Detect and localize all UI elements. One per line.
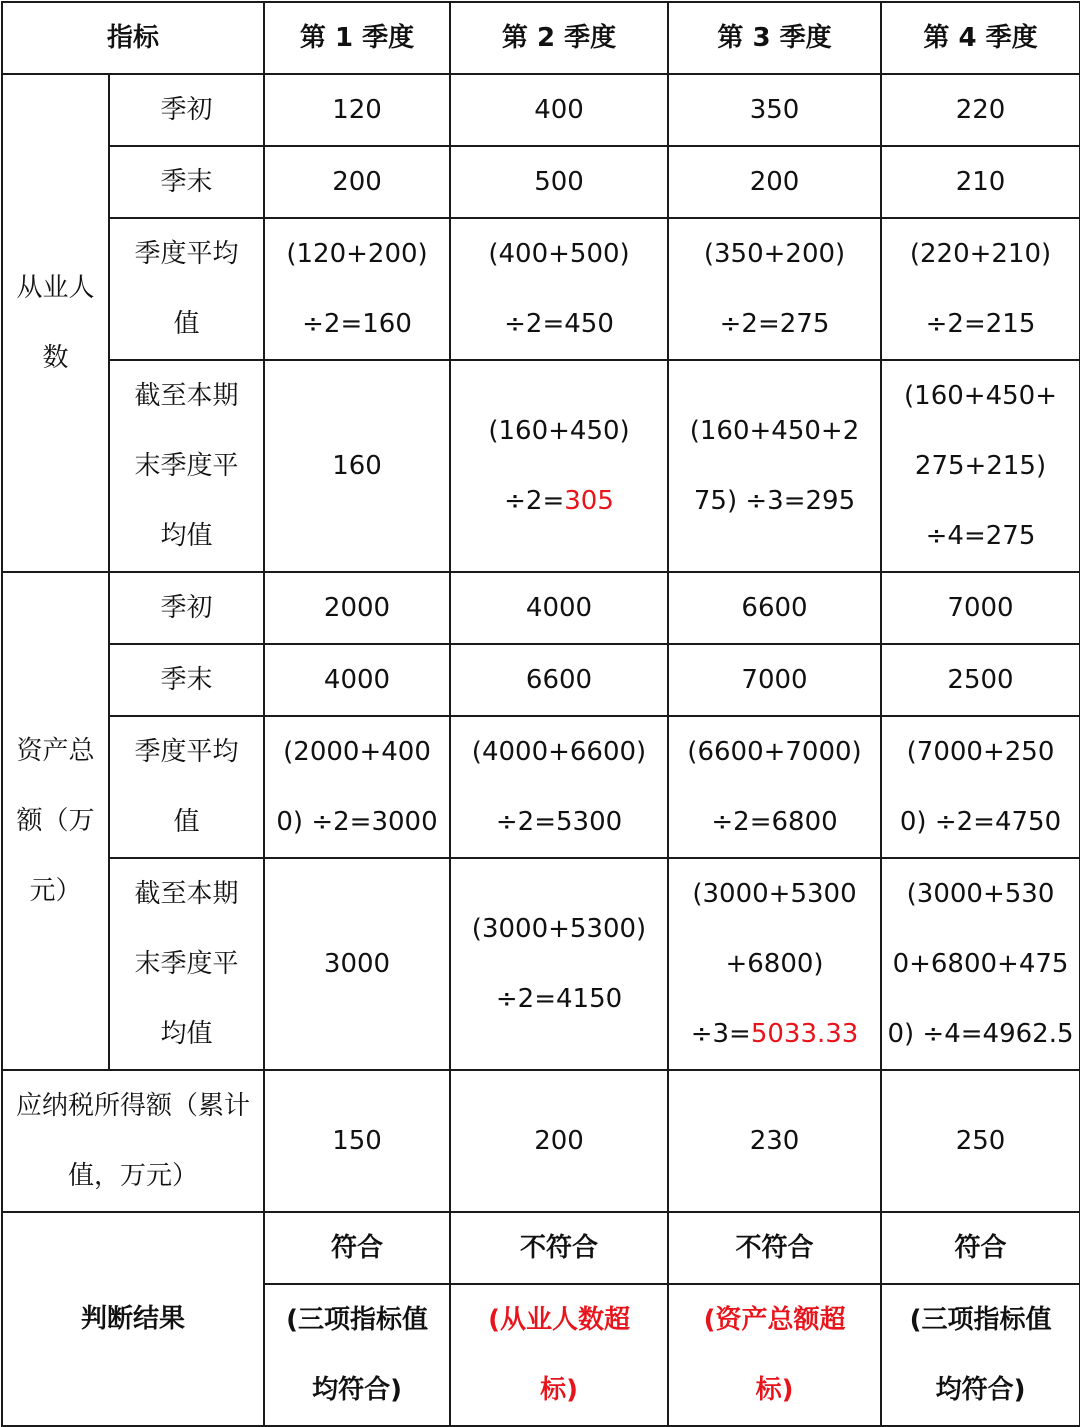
employees-end-q3: 200 (668, 146, 881, 218)
result-q2-status: 不符合 (450, 1212, 668, 1284)
assets-start-row (2, 572, 1080, 644)
assets-avg-q4: (7000+250 0) ÷2=4750 (881, 716, 1080, 858)
employees-avg-q1: (120+200) ÷2=160 (264, 218, 450, 360)
taxable-income-q4: 250 (881, 1070, 1080, 1212)
header-q1: 第 1 季度 (264, 2, 450, 74)
assets-start-q4: 7000 (881, 572, 1080, 644)
employees-end-q2: 500 (450, 146, 668, 218)
employees-cum-q1: 160 (264, 360, 450, 572)
employees-avg-q2: (400+500) ÷2=450 (450, 218, 668, 360)
header-row (2, 2, 1080, 74)
header-q3: 第 3 季度 (668, 2, 881, 74)
taxable-income-label: 应纳税所得额（累计 值，万元） (2, 1070, 264, 1212)
assets-end-q1: 4000 (264, 644, 450, 716)
assets-end-label: 季末 (109, 644, 264, 716)
employees-start-row (2, 74, 1080, 146)
taxable-income-row (2, 1070, 1080, 1212)
employees-avg-q3: (350+200) ÷2=275 (668, 218, 881, 360)
employees-avg-q4: (220+210) ÷2=215 (881, 218, 1080, 360)
taxable-income-q1: 150 (264, 1070, 450, 1212)
assets-cum-q4: (3000+530 0+6800+475 0) ÷4=4962.5 (881, 858, 1080, 1070)
header-q4: 第 4 季度 (881, 2, 1080, 74)
result-label: 判断结果 (2, 1212, 264, 1426)
employees-cum-q2: (160+450) ÷2=305 (450, 360, 668, 572)
employees-end-label: 季末 (109, 146, 264, 218)
assets-cum-q2: (3000+5300) ÷2=4150 (450, 858, 668, 1070)
result-status-row (2, 1212, 1080, 1284)
result-q3-status: 不符合 (668, 1212, 881, 1284)
employees-cum-q3: (160+450+2 75) ÷3=295 (668, 360, 881, 572)
employees-cum-label: 截至本期 末季度平 均值 (109, 360, 264, 572)
employees-start-q1: 120 (264, 74, 450, 146)
result-q2-note: (从业人数超 标) (450, 1284, 668, 1426)
employees-start-q4: 220 (881, 74, 1080, 146)
quarterly-indicator-table (1, 1, 1080, 1427)
taxable-income-q2: 200 (450, 1070, 668, 1212)
employees-group-label: 从业人 数 (2, 74, 109, 572)
header-indicator: 指标 (2, 2, 264, 74)
assets-end-q2: 6600 (450, 644, 668, 716)
assets-cum-row (2, 858, 1080, 1070)
assets-avg-q2: (4000+6600) ÷2=5300 (450, 716, 668, 858)
employees-start-q3: 350 (668, 74, 881, 146)
result-q1-note: (三项指标值 均符合) (264, 1284, 450, 1426)
assets-start-label: 季初 (109, 572, 264, 644)
assets-start-q3: 6600 (668, 572, 881, 644)
employees-start-q2: 400 (450, 74, 668, 146)
assets-end-q3: 7000 (668, 644, 881, 716)
result-q3-note: (资产总额超 标) (668, 1284, 881, 1426)
assets-avg-row (2, 716, 1080, 858)
highlight-value: 5033.33 (750, 1019, 859, 1049)
employees-avg-row (2, 218, 1080, 360)
assets-avg-q3: (6600+7000) ÷2=6800 (668, 716, 881, 858)
employees-end-q4: 210 (881, 146, 1080, 218)
employees-end-q1: 200 (264, 146, 450, 218)
result-q4-note: (三项指标值 均符合) (881, 1284, 1080, 1426)
assets-group-label: 资产总 额（万 元） (2, 572, 109, 1070)
header-q2: 第 2 季度 (450, 2, 668, 74)
assets-avg-label: 季度平均 值 (109, 716, 264, 858)
employees-end-row (2, 146, 1080, 218)
taxable-income-q3: 230 (668, 1070, 881, 1212)
assets-cum-label: 截至本期 末季度平 均值 (109, 858, 264, 1070)
result-q1-status: 符合 (264, 1212, 450, 1284)
assets-end-q4: 2500 (881, 644, 1080, 716)
employees-cum-q4: (160+450+ 275+215) ÷4=275 (881, 360, 1080, 572)
assets-cum-q1: 3000 (264, 858, 450, 1070)
employees-start-label: 季初 (109, 74, 264, 146)
assets-start-q1: 2000 (264, 572, 450, 644)
result-q4-status: 符合 (881, 1212, 1080, 1284)
assets-cum-q3: (3000+5300 +6800) ÷3=5033.33 (668, 858, 881, 1070)
assets-avg-q1: (2000+400 0) ÷2=3000 (264, 716, 450, 858)
highlight-value: 305 (564, 486, 614, 516)
assets-start-q2: 4000 (450, 572, 668, 644)
employees-cum-row (2, 360, 1080, 572)
employees-avg-label: 季度平均 值 (109, 218, 264, 360)
assets-end-row (2, 644, 1080, 716)
